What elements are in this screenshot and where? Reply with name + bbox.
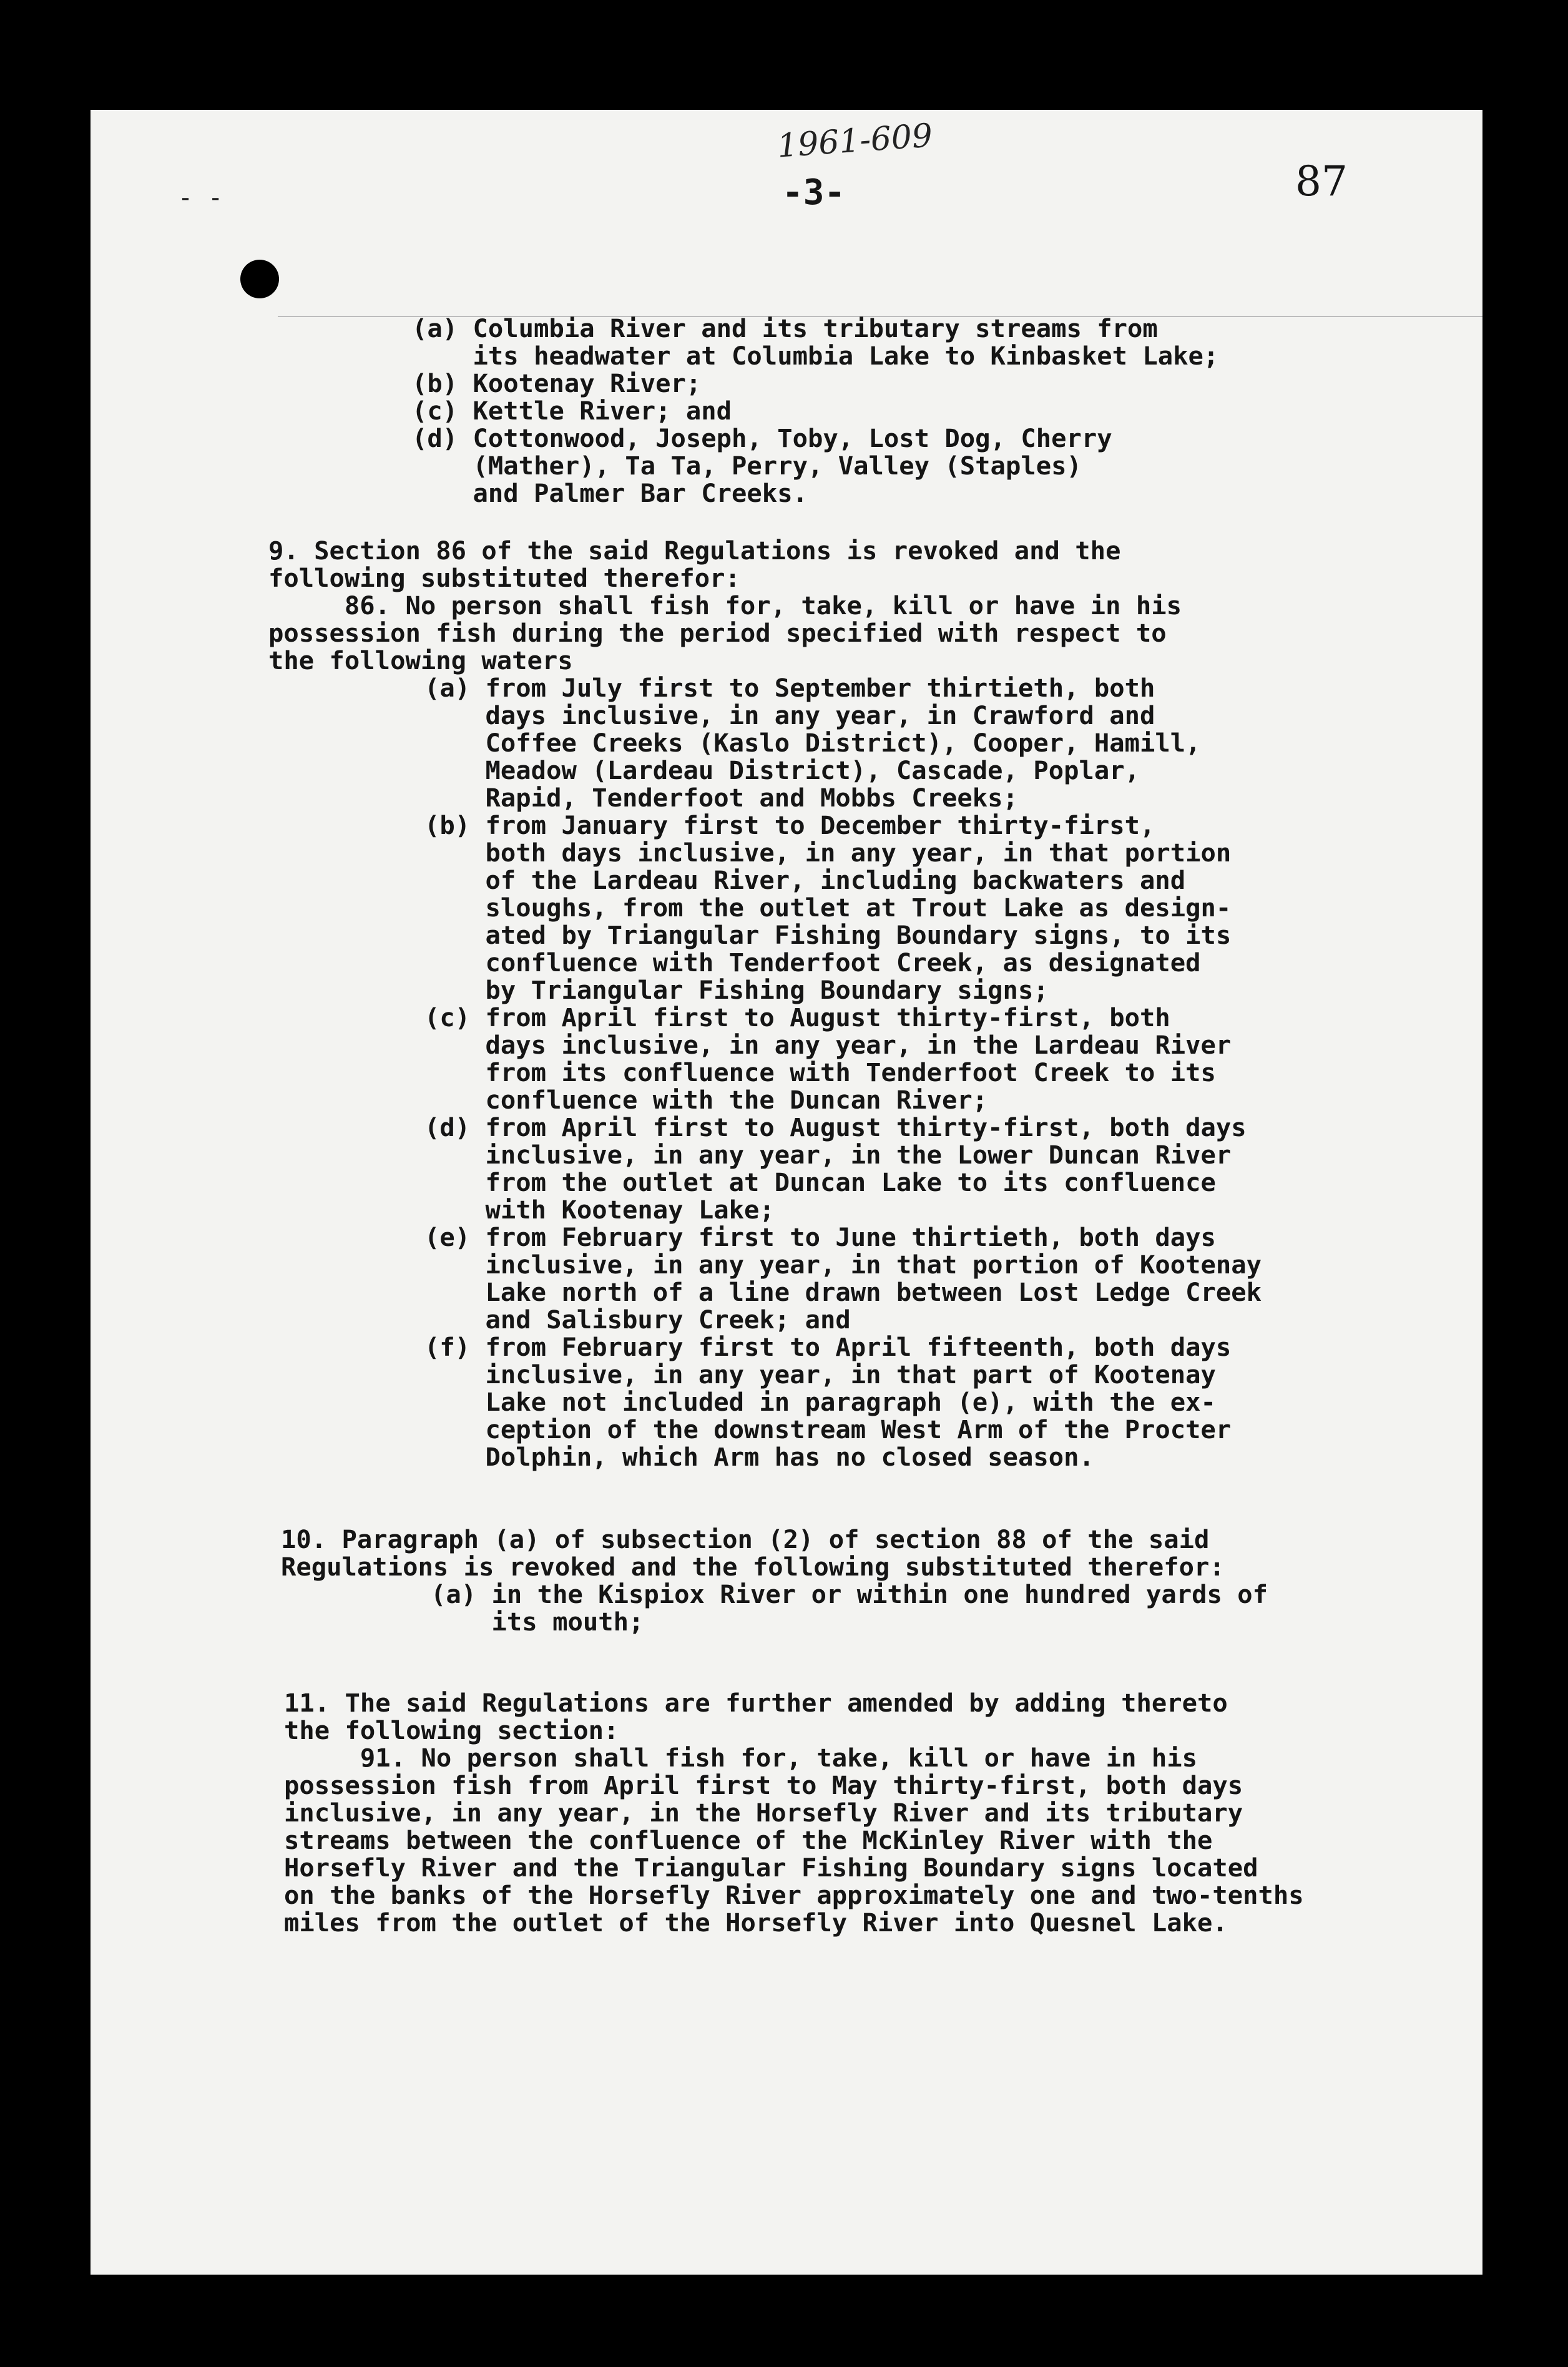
text-line: inclusive, in any year, in that part of Kootenay <box>424 1360 1216 1389</box>
text-line: confluence with Tenderfoot Creek, as designated <box>424 948 1201 978</box>
text-line: (d) Cottonwood, Joseph, Toby, Lost Dog, Cherry <box>412 423 1112 453</box>
text-line: Regulations is revoked and the following substituted therefor: <box>281 1552 1225 1582</box>
text-line: (c) Kettle River; and <box>412 396 732 426</box>
text-line: sloughs, from the outlet at Trout Lake as design- <box>424 893 1232 923</box>
paragraph-e: (e) from February first to June thirtieth, both days <box>424 1222 1216 1252</box>
text-line: Lake north of a line drawn between Lost Ledge Creek <box>424 1277 1262 1307</box>
text-line: inclusive, in any year, in the Horsefly River and its tributary <box>284 1798 1243 1828</box>
text-line: and Salisbury Creek; and <box>424 1305 851 1335</box>
paragraph-c: (c) from April first to August thirty-first, both <box>424 1002 1170 1032</box>
text-line: from its confluence with Tenderfoot Creek to its <box>424 1057 1216 1087</box>
page-number: 87 <box>1295 157 1348 205</box>
text-line: 86. No person shall fish for, take, kill or have in his <box>268 591 1182 620</box>
section-heading-9: 9. Section 86 of the said Regulations is revoked and the <box>268 536 1121 566</box>
punch-hole <box>240 260 279 298</box>
text-line: both days inclusive, in any year, in that portion <box>424 838 1232 868</box>
text-line: following substituted therefor: <box>268 563 740 593</box>
text-line: inclusive, in any year, in that portion of Kootenay <box>424 1250 1262 1280</box>
text-line: miles from the outlet of the Horsefly River into Quesnel Lake. <box>284 1908 1228 1938</box>
text-line: its mouth; <box>431 1607 644 1637</box>
text-line: on the banks of the Horsefly River approximately one and two-tenths <box>284 1880 1304 1910</box>
text-line: from the outlet at Duncan Lake to its confluence <box>424 1167 1216 1197</box>
document-page <box>91 110 1482 2275</box>
text-line: with Kootenay Lake; <box>424 1195 775 1225</box>
text-line: confluence with the Duncan River; <box>424 1085 988 1115</box>
paragraph-a: (a) from July first to September thirtieth, both <box>424 673 1155 703</box>
paragraph-b: (b) from January first to December thirty-first, <box>424 810 1155 840</box>
text-line: Meadow (Lardeau District), Cascade, Poplar, <box>424 755 1140 785</box>
text-line: streams between the confluence of the McKinley River with the <box>284 1825 1213 1855</box>
text-line: of the Lardeau River, including backwaters and <box>424 865 1186 895</box>
text-line: ated by Triangular Fishing Boundary signs, to its <box>424 920 1232 950</box>
text-line: the following section: <box>284 1715 619 1745</box>
paragraph-a-kispiox: (a) in the Kispiox River or within one hundred yards of <box>431 1579 1268 1609</box>
text-line: (Mather), Ta Ta, Perry, Valley (Staples) <box>412 451 1082 481</box>
text-line: the following waters <box>268 645 573 675</box>
text-line: Horsefly River and the Triangular Fishing Boundary signs located <box>284 1853 1258 1883</box>
section-heading-11: 11. The said Regulations are further amended by adding thereto <box>284 1688 1228 1718</box>
text-line: possession fish during the period specified with respect to <box>268 618 1167 648</box>
margin-marks: - - <box>178 184 223 212</box>
text-line: 91. No person shall fish for, take, kill or have in his <box>284 1743 1197 1773</box>
handwritten-reference: 1961-609 <box>776 117 934 165</box>
text-line: days inclusive, in any year, in Crawford and <box>424 700 1155 730</box>
paragraph-d: (d) from April first to August thirty-first, both days <box>424 1112 1247 1142</box>
text-line: and Palmer Bar Creeks. <box>412 478 808 508</box>
text-line: days inclusive, in any year, in the Lardeau River <box>424 1030 1232 1060</box>
text-line: by Triangular Fishing Boundary signs; <box>424 975 1049 1005</box>
section-heading-10: 10. Paragraph (a) of subsection (2) of section 88 of the said <box>281 1524 1210 1554</box>
text-line: ception of the downstream West Arm of the Procter <box>424 1414 1232 1444</box>
text-line: Rapid, Tenderfoot and Mobbs Creeks; <box>424 783 1018 813</box>
text-line: Lake not included in paragraph (e), with the ex- <box>424 1387 1216 1417</box>
text-line: (b) Kootenay River; <box>412 368 702 398</box>
text-line: inclusive, in any year, in the Lower Duncan River <box>424 1140 1232 1170</box>
text-line: Dolphin, which Arm has no closed season. <box>424 1442 1094 1472</box>
page-label: -3- <box>782 172 846 213</box>
text-line: (a) Columbia River and its tributary streams from <box>412 313 1158 343</box>
text-line: Coffee Creeks (Kaslo District), Cooper, Hamill, <box>424 728 1201 758</box>
text-line: its headwater at Columbia Lake to Kinbasket Lake; <box>412 341 1219 371</box>
paragraph-f: (f) from February first to April fifteenth, both days <box>424 1332 1232 1362</box>
text-line: possession fish from April first to May thirty-first, both days <box>284 1770 1243 1800</box>
